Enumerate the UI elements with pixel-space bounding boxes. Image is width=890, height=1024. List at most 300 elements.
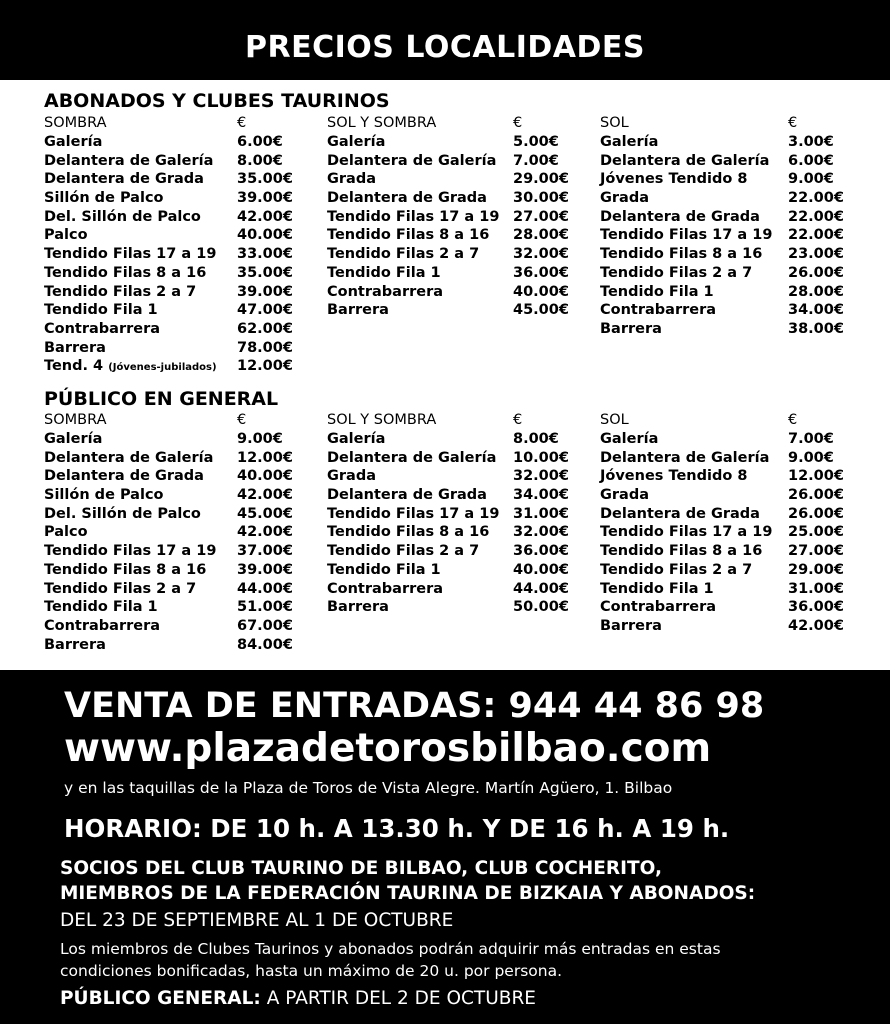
price-row	[44, 450, 304, 469]
seat-price: 44.00€	[237, 580, 293, 597]
seat-label	[327, 562, 441, 578]
seat-label-text: Contrabarrera	[600, 302, 717, 319]
seat-label	[44, 506, 201, 522]
column-header-name: SOL Y SOMBRA	[327, 115, 437, 131]
seat-label-text: Grada	[327, 171, 377, 188]
seat-label-text: Barrera	[600, 617, 662, 634]
price-row	[44, 265, 304, 284]
seat-label-text: Tendido Filas 8 a 16	[327, 524, 490, 541]
seat-label-text: Palco	[44, 227, 88, 244]
price-row	[44, 209, 304, 228]
seat-price: 26.00€	[788, 487, 844, 504]
seat-label	[44, 450, 213, 466]
price-row	[600, 134, 855, 153]
price-row	[600, 468, 855, 487]
seat-label	[600, 450, 769, 466]
seat-price: 29.00€	[513, 171, 569, 188]
note-line-1: Los miembros de Clubes Taurinos y abonados podrán adquirir más entradas en estas	[60, 940, 721, 958]
phone-line: VENTA DE ENTRADAS: 944 44 86 98	[64, 686, 765, 726]
seat-label-text: Contrabarrera	[44, 617, 161, 634]
seat-label-text: Tendido Filas 8 a 16	[600, 543, 763, 560]
socios-dates: DEL 23 DE SEPTIEMBRE AL 1 DE OCTUBRE	[60, 910, 454, 931]
seat-price: 12.00€	[788, 468, 844, 485]
price-row	[600, 543, 855, 562]
price-row	[44, 284, 304, 303]
seat-label-text: Tendido Filas 17 a 19	[600, 227, 773, 244]
seat-price: 22.00€	[788, 190, 844, 207]
seat-label	[600, 302, 716, 318]
seat-label-text: Tendido Filas 2 a 7	[327, 543, 480, 560]
seat-price: 35.00€	[237, 171, 293, 188]
seat-label	[44, 321, 160, 337]
seat-label-text: Delantera de Galería	[44, 449, 214, 466]
seat-label-text: Barrera	[44, 339, 106, 356]
seat-price: 7.00€	[788, 431, 834, 447]
seat-price: 42.00€	[237, 208, 293, 225]
seat-price: 42.00€	[788, 617, 844, 634]
seat-label-text: Delantera de Grada	[600, 208, 760, 225]
seat-label-text: Delantera de Galería	[600, 449, 770, 466]
price-row	[600, 506, 855, 525]
seat-label-text: Tendido Filas 2 a 7	[44, 283, 197, 300]
price-row	[327, 190, 577, 209]
seat-price: 26.00€	[788, 264, 844, 281]
price-row	[44, 134, 304, 153]
price-row	[600, 321, 855, 340]
price-row	[327, 599, 577, 618]
price-row	[44, 562, 304, 581]
price-row	[327, 153, 577, 172]
column-header-name: SOL	[600, 115, 629, 131]
seat-label	[600, 209, 760, 225]
price-row	[327, 524, 577, 543]
seat-price: 51.00€	[237, 599, 293, 616]
seat-price: 5.00€	[513, 134, 559, 150]
seat-price: 39.00€	[237, 190, 293, 207]
price-row	[44, 599, 304, 618]
seat-label-text: Tendido Filas 17 a 19	[44, 543, 217, 560]
price-row	[327, 543, 577, 562]
seat-label	[44, 524, 88, 540]
seat-price: 36.00€	[788, 599, 844, 616]
seat-label	[600, 171, 747, 187]
seat-price: 12.00€	[237, 449, 293, 466]
price-row	[600, 171, 855, 190]
seat-label-text: Contrabarrera	[600, 599, 717, 616]
price-row	[44, 506, 304, 525]
seat-price: 30.00€	[513, 190, 569, 207]
publico-general-line	[60, 988, 536, 1009]
column-header-name: SOMBRA	[44, 412, 107, 428]
seat-label-text: Barrera	[327, 599, 389, 616]
seat-label	[44, 358, 217, 374]
column-header-currency: €	[237, 115, 247, 131]
column-header-currency: €	[513, 412, 523, 428]
seat-label-text: Galería	[600, 134, 659, 150]
publico-title: PÚBLICO EN GENERAL	[44, 388, 279, 410]
column-header	[327, 412, 577, 431]
seat-label-text: Tendido Filas 2 a 7	[600, 264, 753, 281]
seat-label-text: Tend. 4	[44, 358, 104, 375]
seat-label	[327, 134, 385, 150]
seat-price: 8.00€	[237, 152, 283, 169]
seat-price: 62.00€	[237, 320, 293, 337]
seat-label-text: Contrabarrera	[327, 283, 444, 300]
seat-label-text: Delantera de Grada	[44, 468, 204, 485]
seat-label	[327, 450, 496, 466]
column-header-currency: €	[513, 115, 523, 131]
seat-label-text: Jóvenes Tendido 8	[600, 171, 748, 188]
price-row	[600, 302, 855, 321]
seat-label-text: Galería	[327, 431, 386, 447]
price-row	[600, 153, 855, 172]
seat-label-text: Delantera de Galería	[327, 152, 497, 169]
seat-label-text: Delantera de Grada	[600, 505, 760, 522]
price-row	[327, 431, 577, 450]
seat-price: 28.00€	[513, 227, 569, 244]
seat-price: 47.00€	[237, 302, 293, 319]
column-header	[600, 115, 855, 134]
horario: HORARIO: DE 10 h. A 13.30 h. Y DE 16 h. A 19 h.	[64, 814, 730, 843]
publico-general-label: PÚBLICO GENERAL:	[60, 988, 261, 1009]
column-header-name: SOL	[600, 412, 629, 428]
seat-label	[327, 246, 479, 262]
seat-label	[327, 524, 489, 540]
seat-label-text: Delantera de Galería	[600, 152, 770, 169]
price-row	[327, 450, 577, 469]
seat-label-text: Galería	[44, 134, 103, 150]
seat-price: 26.00€	[788, 505, 844, 522]
seat-label	[44, 468, 204, 484]
seat-label-text: Tendido Fila 1	[600, 580, 714, 597]
taquillas-text: y en las taquillas de la Plaza de Toros de Vista Alegre. Martín Agüero, 1. Bilbao	[64, 779, 673, 797]
seat-label	[44, 637, 106, 653]
seat-label-text: Tendido Fila 1	[44, 599, 158, 616]
price-row	[327, 468, 577, 487]
price-row	[600, 618, 855, 637]
website: www.plazadetorosbilbao.com	[64, 726, 712, 771]
price-row	[44, 246, 304, 265]
price-row	[44, 543, 304, 562]
seat-label	[600, 265, 752, 281]
price-row	[600, 265, 855, 284]
price-row	[44, 487, 304, 506]
column-header-name: SOL Y SOMBRA	[327, 412, 437, 428]
price-row	[44, 637, 304, 656]
seat-price: 39.00€	[237, 561, 293, 578]
seat-label	[327, 171, 376, 187]
seat-price: 37.00€	[237, 543, 293, 560]
seat-price: 25.00€	[788, 524, 844, 541]
seat-label	[600, 562, 752, 578]
seat-price: 67.00€	[237, 617, 293, 634]
price-row	[327, 581, 577, 600]
seat-price: 35.00€	[237, 264, 293, 281]
seat-label	[600, 134, 658, 150]
seat-price: 9.00€	[237, 431, 283, 447]
seat-label-text: Tendido Filas 8 a 16	[44, 264, 207, 281]
seat-price: 3.00€	[788, 134, 834, 150]
seat-label	[44, 340, 106, 356]
seat-price: 45.00€	[513, 302, 569, 319]
seat-label-text: Del. Sillón de Palco	[44, 208, 201, 225]
price-row	[600, 524, 855, 543]
seat-label-text: Tendido Filas 2 a 7	[327, 246, 480, 263]
price-row	[44, 468, 304, 487]
header-bar	[0, 0, 890, 80]
column-header	[327, 115, 577, 134]
price-row	[44, 227, 304, 246]
seat-label-text: Jóvenes Tendido 8	[600, 468, 748, 485]
seat-label	[44, 302, 158, 318]
seat-label-text: Tendido Filas 17 a 19	[327, 505, 500, 522]
seat-label-text: Galería	[327, 134, 386, 150]
seat-price: 8.00€	[513, 431, 559, 447]
socios-line-1: SOCIOS DEL CLUB TAURINO DE BILBAO, CLUB COCHERITO,	[60, 858, 663, 879]
price-row	[327, 227, 577, 246]
abonados-title: ABONADOS Y CLUBES TAURINOS	[44, 90, 390, 112]
price-row	[44, 340, 304, 359]
socios-line-2: MIEMBROS DE LA FEDERACIÓN TAURINA DE BIZKAIA Y ABONADOS:	[60, 883, 756, 904]
seat-label	[600, 468, 747, 484]
seat-label	[44, 431, 102, 447]
seat-price: 78.00€	[237, 339, 293, 356]
footer-info	[0, 670, 890, 1024]
seat-label-text: Del. Sillón de Palco	[44, 505, 201, 522]
price-row	[44, 581, 304, 600]
seat-label	[600, 618, 662, 634]
seat-label	[327, 284, 443, 300]
seat-label-text: Sillón de Palco	[44, 190, 164, 207]
price-row	[44, 153, 304, 172]
price-row	[600, 209, 855, 228]
seat-label	[327, 543, 479, 559]
seat-label-text: Tendido Filas 17 a 19	[44, 246, 217, 263]
seat-label-note: (Jóvenes-jubilados)	[108, 362, 217, 374]
seat-label-text: Contrabarrera	[327, 580, 444, 597]
price-row	[44, 358, 304, 377]
publico-col-sol	[600, 412, 855, 637]
seat-price: 34.00€	[513, 487, 569, 504]
price-tables-panel	[0, 80, 890, 670]
seat-label-text: Tendido Filas 8 a 16	[327, 227, 490, 244]
seat-label-text: Delantera de Galería	[44, 152, 214, 169]
seat-label-text: Tendido Filas 8 a 16	[600, 246, 763, 263]
seat-label-text: Tendido Filas 8 a 16	[44, 561, 207, 578]
seat-price: 40.00€	[513, 283, 569, 300]
seat-price: 32.00€	[513, 524, 569, 541]
seat-label-text: Tendido Filas 17 a 19	[327, 208, 500, 225]
seat-label	[44, 246, 216, 262]
seat-label-text: Sillón de Palco	[44, 487, 164, 504]
seat-label	[44, 171, 204, 187]
seat-price: 84.00€	[237, 636, 293, 653]
seat-price: 44.00€	[513, 580, 569, 597]
seat-label	[327, 302, 389, 318]
price-row	[600, 487, 855, 506]
seat-label-text: Delantera de Grada	[327, 487, 487, 504]
seat-label-text: Tendido Filas 2 a 7	[600, 561, 753, 578]
seat-label	[600, 431, 658, 447]
seat-price: 7.00€	[513, 152, 559, 169]
price-row	[600, 431, 855, 450]
seat-label	[600, 487, 649, 503]
seat-label	[600, 599, 716, 615]
seat-price: 23.00€	[788, 246, 844, 263]
seat-label	[600, 284, 714, 300]
seat-price: 40.00€	[513, 561, 569, 578]
seat-label	[327, 227, 489, 243]
seat-price: 29.00€	[788, 561, 844, 578]
seat-price: 34.00€	[788, 302, 844, 319]
abonados-col-sol	[600, 115, 855, 340]
seat-label	[600, 190, 649, 206]
price-row	[327, 302, 577, 321]
seat-price: 6.00€	[788, 152, 834, 169]
seat-label	[327, 431, 385, 447]
seat-label	[44, 153, 213, 169]
seat-label-text: Barrera	[600, 320, 662, 337]
seat-price: 28.00€	[788, 283, 844, 300]
price-row	[327, 265, 577, 284]
publico-general-dates: A PARTIR DEL 2 DE OCTUBRE	[266, 988, 536, 1009]
seat-price: 6.00€	[237, 134, 283, 150]
seat-label-text: Palco	[44, 524, 88, 541]
price-row	[327, 171, 577, 190]
seat-label-text: Tendido Fila 1	[44, 302, 158, 319]
seat-price: 40.00€	[237, 468, 293, 485]
seat-label-text: Tendido Filas 17 a 19	[600, 524, 773, 541]
seat-price: 27.00€	[788, 543, 844, 560]
price-row	[327, 246, 577, 265]
seat-label	[327, 581, 443, 597]
seat-label	[327, 468, 376, 484]
seat-label-text: Tendido Filas 2 a 7	[44, 580, 197, 597]
price-row	[44, 321, 304, 340]
seat-price: 33.00€	[237, 246, 293, 263]
seat-label	[44, 599, 158, 615]
seat-label-text: Tendido Fila 1	[327, 264, 441, 281]
seat-label-text: Galería	[600, 431, 659, 447]
price-row	[44, 190, 304, 209]
seat-label-text: Delantera de Galería	[327, 449, 497, 466]
seat-label-text: Delantera de Grada	[327, 190, 487, 207]
seat-price: 32.00€	[513, 246, 569, 263]
seat-label	[327, 190, 487, 206]
publico-col-solysombra	[327, 412, 577, 618]
column-header	[44, 115, 304, 134]
seat-label-text: Barrera	[44, 636, 106, 653]
abonados-col-solysombra	[327, 115, 577, 321]
seat-price: 27.00€	[513, 208, 569, 225]
seat-price: 9.00€	[788, 171, 834, 188]
seat-price: 12.00€	[237, 358, 293, 375]
seat-label	[600, 321, 662, 337]
price-row	[327, 209, 577, 228]
price-row	[327, 487, 577, 506]
seat-label	[44, 543, 216, 559]
seat-label	[327, 599, 389, 615]
seat-price: 42.00€	[237, 487, 293, 504]
seat-price: 9.00€	[788, 449, 834, 466]
column-header-name: SOMBRA	[44, 115, 107, 131]
seat-price: 45.00€	[237, 505, 293, 522]
seat-price: 42.00€	[237, 524, 293, 541]
note-line-2: condiciones bonificadas, hasta un máximo de 20 u. por persona.	[60, 962, 563, 980]
seat-label	[600, 506, 760, 522]
price-row	[600, 581, 855, 600]
seat-price: 32.00€	[513, 468, 569, 485]
seat-price: 36.00€	[513, 264, 569, 281]
seat-label-text: Tendido Fila 1	[600, 283, 714, 300]
seat-label	[600, 543, 762, 559]
seat-label	[44, 562, 206, 578]
seat-label-text: Grada	[600, 487, 650, 504]
price-row	[600, 190, 855, 209]
seat-price: 39.00€	[237, 283, 293, 300]
column-header-currency: €	[237, 412, 247, 428]
price-row	[600, 246, 855, 265]
price-row	[327, 284, 577, 303]
seat-price: 36.00€	[513, 543, 569, 560]
price-row	[44, 302, 304, 321]
publico-col-sombra	[44, 412, 304, 655]
seat-label	[44, 265, 206, 281]
price-row	[600, 450, 855, 469]
price-row	[600, 599, 855, 618]
page-title: PRECIOS LOCALIDADES	[245, 30, 645, 65]
price-row	[600, 562, 855, 581]
seat-label	[44, 618, 160, 634]
seat-label	[44, 209, 201, 225]
seat-label	[327, 265, 441, 281]
seat-label-text: Galería	[44, 431, 103, 447]
seat-price: 31.00€	[788, 580, 844, 597]
seat-label	[327, 487, 487, 503]
price-row	[327, 134, 577, 153]
seat-label	[327, 153, 496, 169]
seat-price: 31.00€	[513, 505, 569, 522]
seat-label	[44, 134, 102, 150]
price-row	[44, 171, 304, 190]
seat-label	[44, 581, 196, 597]
seat-label-text: Grada	[327, 468, 377, 485]
seat-label-text: Contrabarrera	[44, 320, 161, 337]
seat-label-text: Barrera	[327, 302, 389, 319]
seat-label	[44, 487, 164, 503]
seat-price: 22.00€	[788, 227, 844, 244]
seat-label-text: Delantera de Grada	[44, 171, 204, 188]
column-header-currency: €	[788, 115, 798, 131]
price-row	[44, 618, 304, 637]
seat-label	[600, 581, 714, 597]
seat-label	[327, 506, 499, 522]
seat-label-text: Grada	[600, 190, 650, 207]
seat-label	[327, 209, 499, 225]
price-row	[600, 227, 855, 246]
seat-price: 22.00€	[788, 208, 844, 225]
price-row	[44, 524, 304, 543]
seat-price: 40.00€	[237, 227, 293, 244]
column-header	[44, 412, 304, 431]
column-header-currency: €	[788, 412, 798, 428]
seat-label	[600, 227, 772, 243]
seat-label	[44, 284, 196, 300]
seat-label	[44, 227, 88, 243]
seat-label-text: Tendido Fila 1	[327, 561, 441, 578]
abonados-col-sombra	[44, 115, 304, 377]
price-row	[327, 506, 577, 525]
